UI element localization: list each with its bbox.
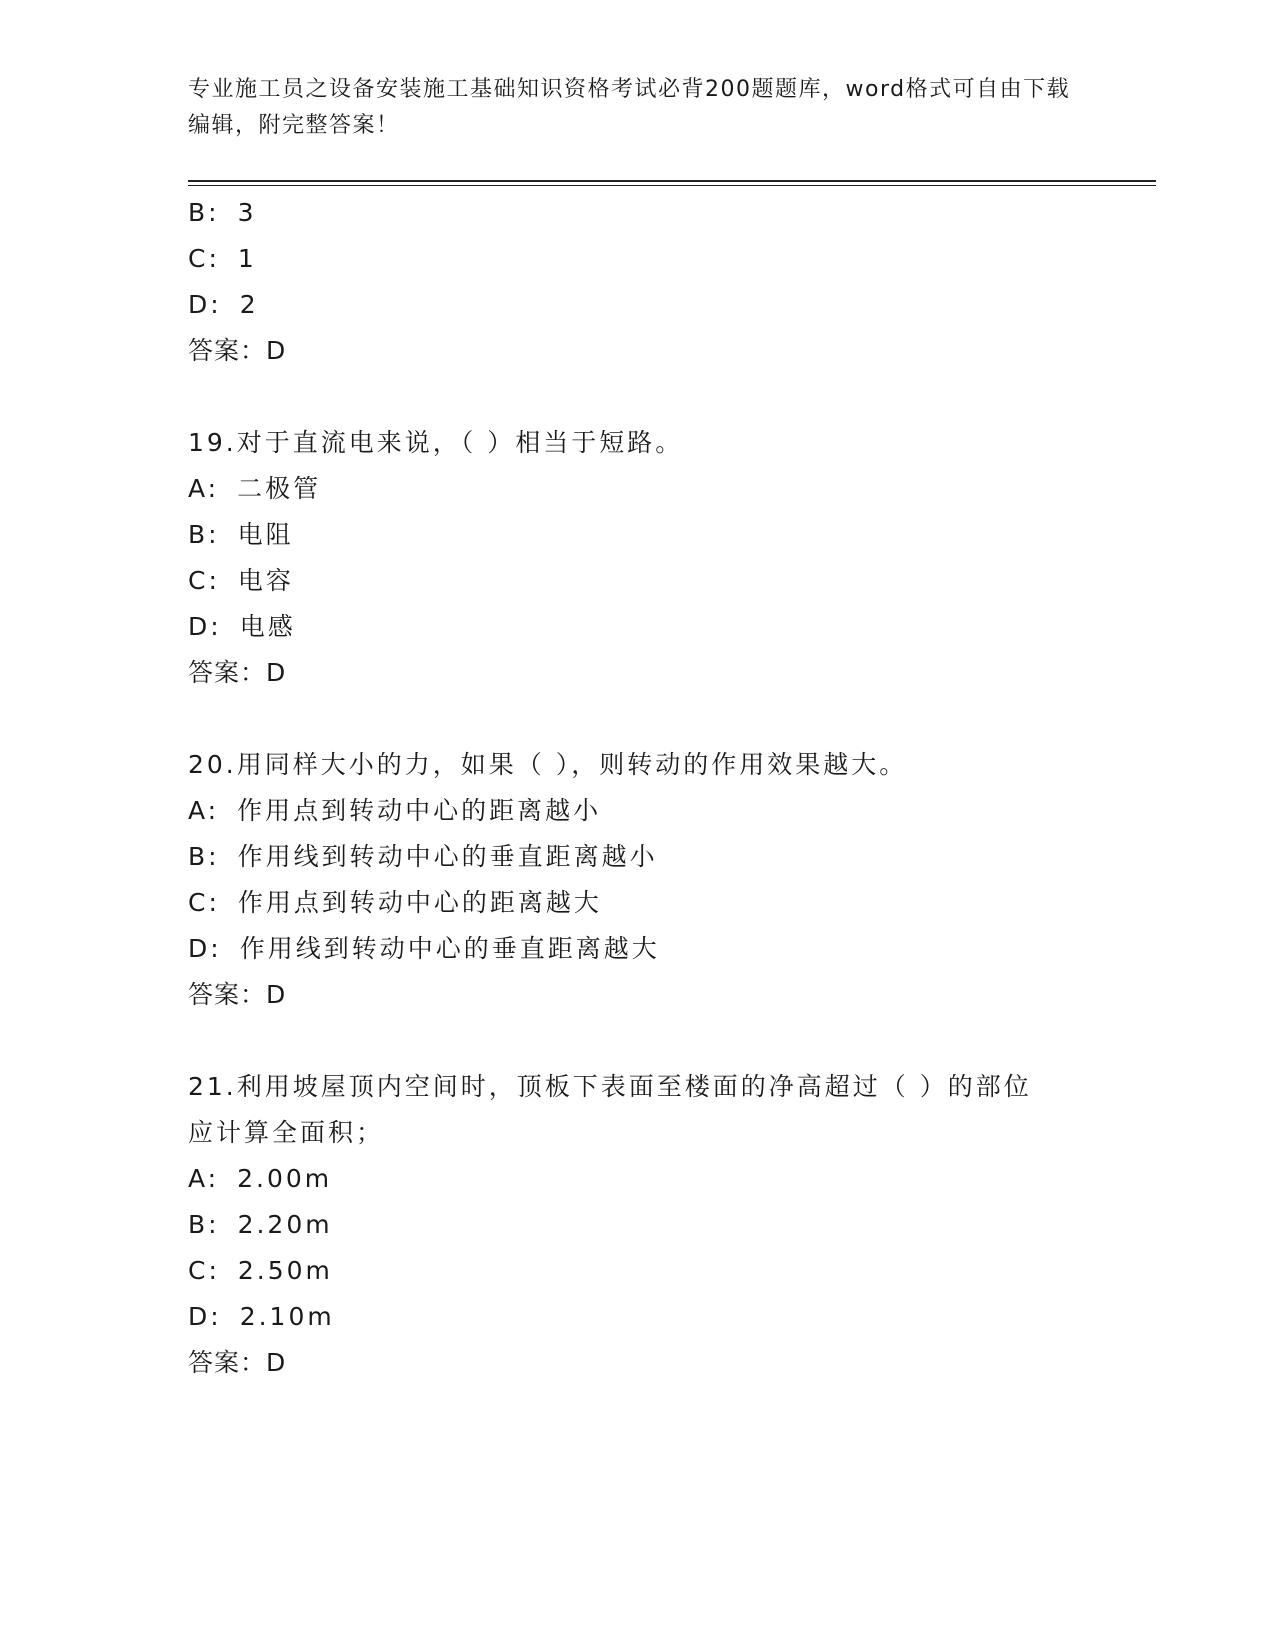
spacer	[188, 1018, 1088, 1064]
option-d: D: 2	[188, 290, 259, 319]
question-stem: 20.用同样大小的力，如果（ ），则转动的作用效果越大。	[188, 750, 908, 779]
option-b: B: 作用线到转动中心的垂直距离越小	[188, 842, 658, 871]
option-c: C: 作用点到转动中心的距离越大	[188, 888, 602, 917]
answer-line: 答案：D	[188, 336, 287, 365]
option-b: B: 电阻	[188, 520, 294, 549]
question-stem: 19.对于直流电来说，（ ）相当于短路。	[188, 428, 684, 457]
option-b: B: 2.20m	[188, 1210, 333, 1239]
question-list	[188, 190, 1088, 1386]
answer-line: 答案：D	[188, 658, 287, 687]
option-c: C: 1	[188, 244, 257, 273]
question-18-continued	[188, 190, 1088, 374]
answer-line: 答案：D	[188, 980, 287, 1009]
option-d: D: 电感	[188, 612, 296, 641]
question-stem-line-1: 21.利用坡屋顶内空间时，顶板下表面至楼面的净高超过（ ）的部位	[188, 1072, 1032, 1101]
option-a: A: 2.00m	[188, 1164, 333, 1193]
question-stem-line-2: 应计算全面积；	[188, 1118, 385, 1147]
question-21	[188, 1064, 1088, 1386]
header-divider-thin	[188, 185, 1156, 186]
header-divider-thick	[188, 180, 1156, 182]
option-b: B: 3	[188, 198, 257, 227]
option-a: A: 作用点到转动中心的距离越小	[188, 796, 602, 825]
spacer	[188, 696, 1088, 742]
spacer	[188, 374, 1088, 420]
option-d: D: 2.10m	[188, 1302, 335, 1331]
option-d: D: 作用线到转动中心的垂直距离越大	[188, 934, 660, 963]
answer-line: 答案：D	[188, 1348, 287, 1377]
question-20	[188, 742, 1088, 1018]
option-c: C: 电容	[188, 566, 294, 595]
option-a: A: 二极管	[188, 474, 322, 503]
document-header: 专业施工员之设备安装施工基础知识资格考试必背200题题库，word格式可自由下载编辑，附完整答案！	[188, 77, 1071, 138]
question-19	[188, 420, 1088, 696]
option-c: C: 2.50m	[188, 1256, 333, 1285]
